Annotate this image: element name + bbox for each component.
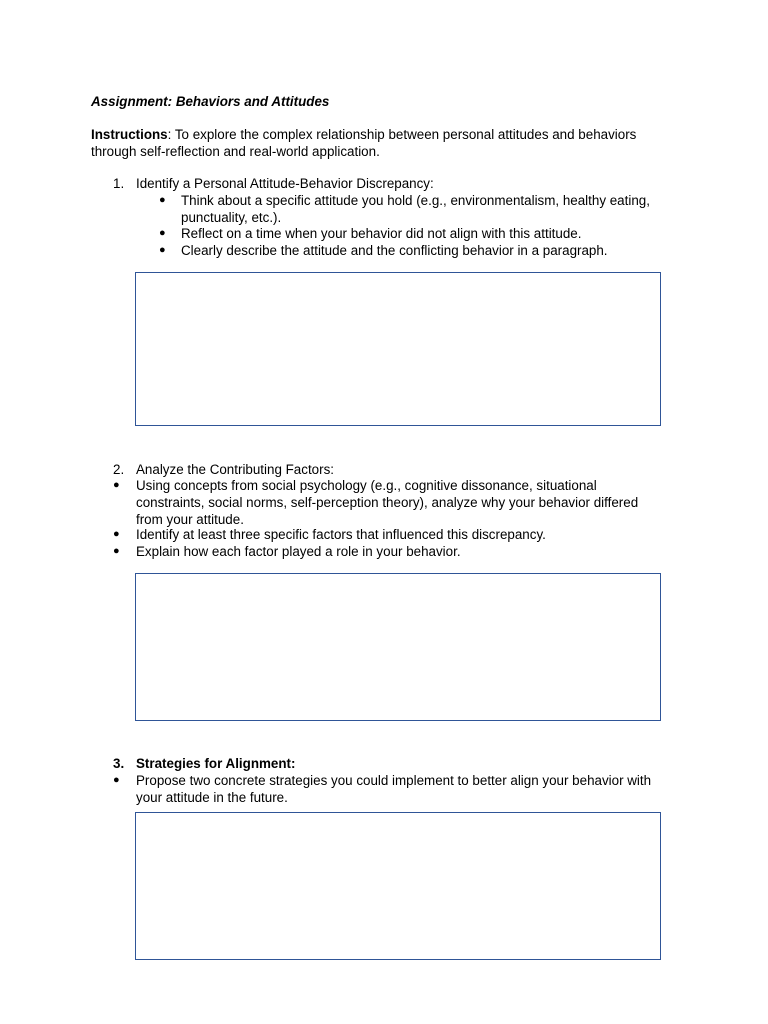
section1-number: 1. [113,176,125,191]
section1-bullet-marker-2: ● [159,227,166,239]
section2-heading: Analyze the Contributing Factors: [136,462,334,477]
section1-bullet-3: Clearly describe the attitude and the conflicting behavior in a paragraph. [181,243,608,258]
section2-bullet-marker-1: ● [113,479,120,491]
assignment-title: Assignment: Behaviors and Attitudes [91,94,330,109]
section1-answer-box[interactable] [135,272,661,426]
instructions-paragraph [91,126,681,160]
section1-heading: Identify a Personal Attitude-Behavior Discrepancy: [136,176,434,191]
section2-bullet-marker-3: ● [113,545,120,557]
section1-bullet-2: Reflect on a time when your behavior did not align with this attitude. [181,226,582,241]
section2-answer-box[interactable] [135,573,661,721]
section2-bullet-3: Explain how each factor played a role in your behavior. [136,544,461,559]
section1-bullet-1: Think about a specific attitude you hold (e.g., environmentalism, healthy eating, punctuality, etc.). [181,193,650,225]
section3-answer-box[interactable] [135,812,661,960]
section1-bullet-marker-3: ● [159,244,166,256]
instructions-text: : To explore the complex relationship between personal attitudes and behaviors through self-reflection and real-world application. [91,127,637,159]
section3-bullet-marker-1: ● [113,774,120,786]
section2-bullet-2: Identify at least three specific factors that influenced this discrepancy. [136,527,546,542]
section1-bullet-marker-1: ● [159,194,166,206]
section2-bullet-1: Using concepts from social psychology (e.g., cognitive dissonance, situational constraints, social norms, self-perception theory), analyze why your behavior differed from your attitude. [136,478,639,527]
section3-bullet-1: Propose two concrete strategies you could implement to better align your behavior with your attitude in the future. [136,773,652,805]
section2-bullet-marker-2: ● [113,528,120,540]
instructions-label: Instructions [91,127,168,142]
section2-number: 2. [113,462,125,477]
section3-number: 3. [113,756,125,771]
section3-heading: Strategies for Alignment: [136,756,296,771]
